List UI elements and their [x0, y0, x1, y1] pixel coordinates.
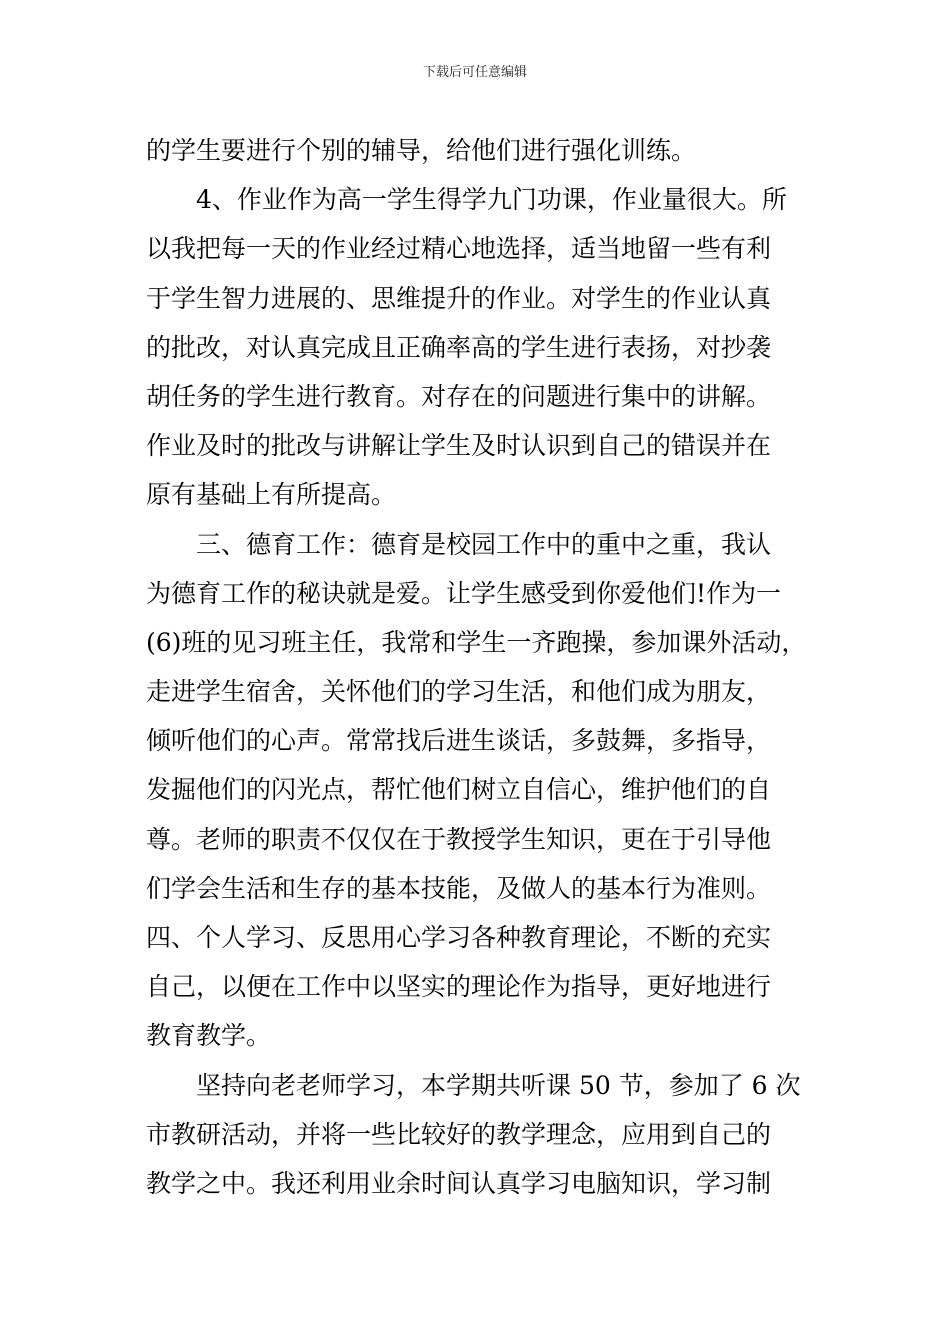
- text-line: 为德育工作的秘诀就是爱。让学生感受到你爱他们!作为一: [146, 578, 782, 608]
- text-line: 以我把每一天的作业经过精心地选择，适当地留一些有利: [146, 234, 772, 264]
- text-line: 的批改，对认真完成且正确率高的学生进行表扬，对抄袭: [146, 332, 772, 362]
- text-line: 教学之中。我还利用业余时间认真学习电脑知识，学习制: [146, 1168, 772, 1198]
- text-line: 三、德育工作：德育是校园工作中的重中之重，我认: [196, 529, 772, 559]
- text-line: 教育教学。: [146, 1021, 272, 1051]
- text-line: 走进学生宿舍，关怀他们的学习生活，和他们成为朋友，: [146, 677, 772, 707]
- text-line: 坚持向老老师学习，本学期共听课 50 节，参加了 6 次: [196, 1070, 801, 1100]
- text-line: 们学会生活和生存的基本技能，及做人的基本行为准则。: [146, 873, 772, 903]
- text-line: 4、作业作为高一学生得学九门功课，作业量很大。所: [196, 185, 787, 215]
- text-line: 市教研活动，并将一些比较好的教学理念，应用到自己的: [146, 1119, 772, 1149]
- text-line: 尊。老师的职责不仅仅在于教授学生知识，更在于引导他: [146, 824, 772, 854]
- text-line: 倾听他们的心声。常常找后进生谈话，多鼓舞，多指导，: [146, 726, 772, 756]
- text-line: 作业及时的批改与讲解让学生及时认识到自己的错误并在: [146, 431, 772, 461]
- text-line: 自己，以便在工作中以坚实的理论作为指导，更好地进行: [146, 972, 772, 1002]
- text-line: 于学生智力进展的、思维提升的作业。对学生的作业认真: [146, 283, 772, 313]
- text-line: 发掘他们的闪光点，帮忙他们树立自信心，维护他们的自: [146, 775, 772, 805]
- document-body: [146, 126, 836, 1208]
- text-line: 的学生要进行个别的辅导，给他们进行强化训练。: [146, 136, 697, 165]
- text-line: 原有基础上有所提高。: [146, 480, 397, 510]
- text-line: (6)班的见习班主任，我常和学生一齐跑操，参加课外活动，: [146, 627, 807, 657]
- page-header: 下载后可任意编辑: [422, 65, 527, 80]
- text-line: 胡任务的学生进行教育。对存在的问题进行集中的讲解。: [146, 381, 772, 411]
- text-line: 四、个人学习、反思用心学习各种教育理论，不断的充实: [146, 923, 772, 952]
